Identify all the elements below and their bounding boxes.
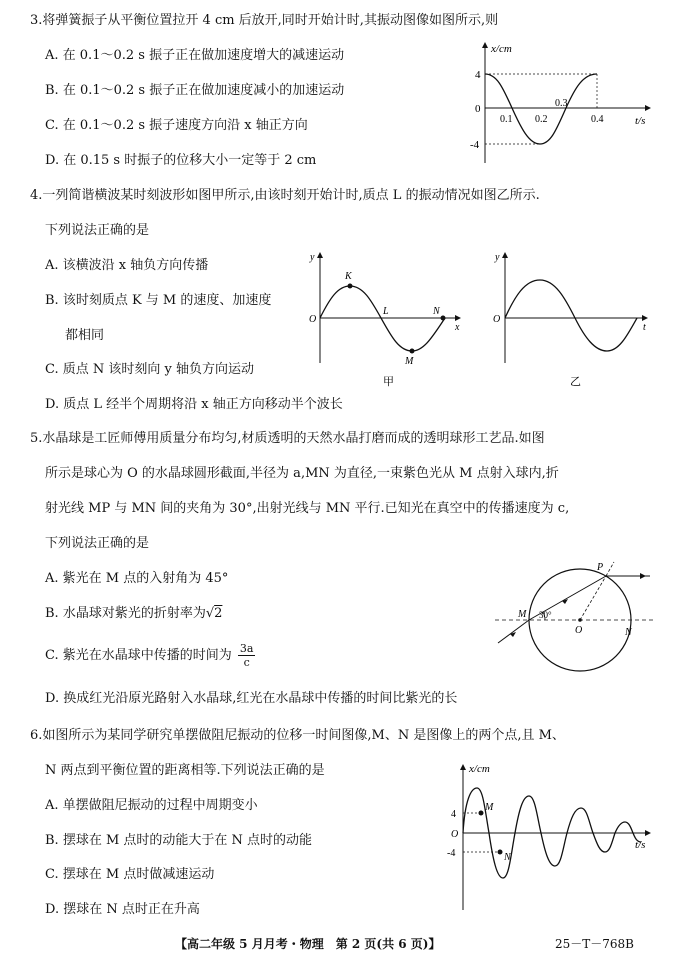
svg-text:t: t bbox=[643, 322, 646, 333]
svg-text:t/s: t/s bbox=[635, 839, 646, 851]
q6-option-a: A. 单摆做阻尼振动的过程中周期变小 bbox=[45, 798, 258, 813]
svg-text:M: M bbox=[405, 356, 414, 367]
q4-option-b-cont: 都相同 bbox=[65, 328, 105, 343]
q3-ylabel: x/cm bbox=[491, 43, 512, 55]
q6-stem-2: N 两点到平衡位置的距离相等.下列说法正确的是 bbox=[45, 763, 325, 778]
q6-point-n bbox=[498, 850, 503, 855]
svg-text:-4: -4 bbox=[447, 848, 456, 859]
svg-text:O: O bbox=[451, 829, 459, 840]
q3-tick-y-neg: -4 bbox=[470, 139, 480, 151]
caption-jia: 甲 bbox=[383, 376, 394, 388]
svg-text:N: N bbox=[504, 852, 511, 863]
q5-stem-1: 5.水晶球是工匠师傅用质量分布均匀,材质透明的天然水晶打磨而成的透明球形工艺品.如图 bbox=[30, 431, 545, 446]
q4-yi-wave bbox=[505, 280, 637, 351]
svg-text:L: L bbox=[383, 306, 389, 317]
q6-damped-graph bbox=[445, 760, 660, 920]
svg-text:N: N bbox=[625, 627, 632, 638]
q3-option-d: D. 在 0.15 s 时振子的位移大小一定等于 2 cm bbox=[45, 153, 317, 168]
svg-text:30°: 30° bbox=[539, 610, 552, 620]
q5-stem-2: 所示是球心为 O 的水晶球圆形截面,半径为 a,MN 为直径,一束紫色光从 M 点射入球内,折 bbox=[45, 466, 559, 481]
q4-figure-jia bbox=[305, 248, 470, 390]
svg-text:y: y bbox=[310, 252, 315, 263]
q3-option-b: B. 在 0.1～0.2 s 振子正在做加速度减小的加速运动 bbox=[45, 83, 345, 98]
svg-text:M: M bbox=[485, 802, 494, 813]
q4-option-a: A. 该横波沿 x 轴负方向传播 bbox=[45, 258, 209, 273]
q5-option-d: D. 换成红光沿原光路射入水晶球,红光在水晶球中传播的时间比紫光的长 bbox=[45, 691, 458, 706]
footer-page-info: 【高二年级 5 月月考・物理 第 2 页(共 6 页)】 bbox=[175, 937, 441, 951]
q4-figure-yi bbox=[485, 248, 655, 390]
q3-tick-t1: 0.1 bbox=[500, 114, 513, 125]
q3-tick-origin: 0 bbox=[475, 103, 481, 115]
q6-option-b: B. 摆球在 M 点时的动能大于在 N 点时的动能 bbox=[45, 833, 313, 848]
sqrt-icon: √ bbox=[205, 606, 215, 621]
q5-stem-3: 射光线 MP 与 MN 间的夹角为 30°,出射光线与 MN 平行.已知光在真空中的传播速度为 c, bbox=[45, 501, 570, 516]
svg-text:4: 4 bbox=[451, 809, 456, 820]
q3-stem: 3.将弹簧振子从平衡位置拉开 4 cm 后放开,同时开始计时,其振动图像如图所示,则 bbox=[30, 13, 499, 28]
footer-code: 25－T－768B bbox=[555, 937, 634, 951]
q3-xlabel: t/s bbox=[635, 115, 646, 127]
q4-stem: 4.一列简谐横波某时刻波形如图甲所示,由该时刻开始计时,质点 L 的振动情况如图乙所示. bbox=[30, 188, 540, 203]
q4-option-d: D. 质点 L 经半个周期将沿 x 轴正方向移动半个波长 bbox=[45, 397, 343, 412]
q3-graph bbox=[445, 38, 665, 170]
q6-option-c: C. 摆球在 M 点时做减速运动 bbox=[45, 867, 215, 882]
point-n bbox=[441, 316, 446, 321]
q6-option-d: D. 摆球在 N 点时正在升高 bbox=[45, 902, 200, 917]
point-k bbox=[348, 284, 353, 289]
q4-option-c: C. 质点 N 该时刻向 y 轴负方向运动 bbox=[45, 362, 254, 377]
q3-tick-t3: 0.3 bbox=[555, 98, 568, 109]
svg-text:y: y bbox=[495, 252, 500, 263]
svg-text:P: P bbox=[597, 562, 604, 573]
q5-option-c: C. 紫光在水晶球中传播的时间为 $\frac{3a}{c}$ bbox=[45, 642, 254, 669]
point-m bbox=[410, 349, 415, 354]
q3-tick-t2: 0.2 bbox=[535, 114, 548, 125]
svg-text:O: O bbox=[575, 625, 583, 636]
svg-text:O: O bbox=[309, 314, 317, 325]
q6-stem-1: 6.如图所示为某同学研究单摆做阻尼振动的位移一时间图像,M、N 是图像上的两个点,且 M、 bbox=[30, 728, 565, 743]
q3-option-c: C. 在 0.1～0.2 s 振子速度方向沿 x 轴正方向 bbox=[45, 118, 308, 133]
q3-curve bbox=[485, 74, 597, 144]
caption-yi: 乙 bbox=[570, 376, 581, 388]
q6-point-m bbox=[479, 811, 484, 816]
q4-stem-2: 下列说法正确的是 bbox=[45, 223, 150, 238]
svg-text:x/cm: x/cm bbox=[469, 763, 490, 775]
q3-tick-t4: 0.4 bbox=[591, 114, 604, 125]
q5-option-a: A. 紫光在 M 点的入射角为 45° bbox=[45, 571, 229, 586]
q3-tick-y-pos: 4 bbox=[475, 69, 481, 81]
q5-stem-4: 下列说法正确的是 bbox=[45, 536, 150, 551]
svg-text:M: M bbox=[518, 609, 527, 620]
svg-text:O: O bbox=[493, 314, 501, 325]
q5-circle-figure bbox=[490, 558, 660, 678]
svg-text:K: K bbox=[345, 271, 352, 282]
q4-option-b: B. 该时刻质点 K 与 M 的速度、加速度 bbox=[45, 293, 272, 308]
svg-text:N: N bbox=[433, 306, 440, 317]
q3-option-a: A. 在 0.1～0.2 s 振子正在做加速度增大的减速运动 bbox=[45, 48, 345, 63]
svg-text:x: x bbox=[455, 322, 460, 333]
q5-option-b: B. 水晶球对紫光的折射率为√2 bbox=[45, 606, 223, 621]
